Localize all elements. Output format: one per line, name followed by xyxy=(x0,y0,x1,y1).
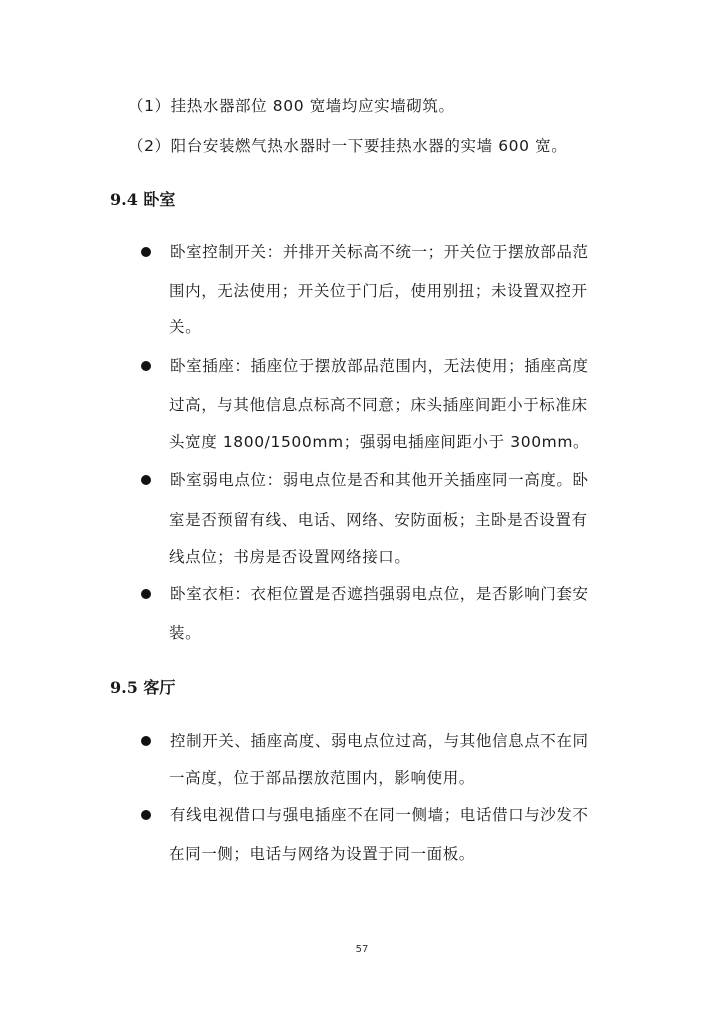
bedroom-socket-line-1: 卧室插座：插座位于摆放部品范围内，无法使用；插座高度 xyxy=(170,357,589,375)
bedroom-socket-line-2: 过高，与其他信息点标高不同意；床头插座间距小于标准床 xyxy=(169,396,588,414)
bedroom-wardrobe-line-2: 装。 xyxy=(169,624,202,642)
bullet-icon xyxy=(141,589,151,599)
living-switch-line-2: 一高度，位于部品摆放范围内，影响使用。 xyxy=(169,769,475,787)
bedroom-switch-line-3: 关。 xyxy=(169,318,202,336)
living-tv-line-2: 在同一侧；电话与网络为设置于同一面板。 xyxy=(169,845,475,863)
bedroom-weak-current-line-3: 线点位；书房是否设置网络接口。 xyxy=(169,548,411,566)
living-tv-line-1: 有线电视借口与强电插座不在同一侧墙；电话借口与沙发不 xyxy=(170,806,589,824)
bullet-icon xyxy=(141,361,151,371)
bedroom-socket-line-3: 头宽度 1800/1500mm；强弱电插座间距小于 300mm。 xyxy=(169,433,590,451)
bullet-icon xyxy=(141,247,151,257)
numbered-item-1: （1）挂热水器部位 800 宽墙均应实墙砌筑。 xyxy=(128,97,455,115)
bedroom-weak-current-line-2: 室是否预留有线、电话、网络、安防面板；主卧是否设置有 xyxy=(169,511,588,529)
bedroom-weak-current-line-1: 卧室弱电点位：弱电点位是否和其他开关插座同一高度。卧 xyxy=(170,471,589,489)
living-switch-line-1: 控制开关、插座高度、弱电点位过高，与其他信息点不在同 xyxy=(170,732,589,750)
numbered-item-2: （2）阳台安装燃气热水器时一下要挂热水器的实墙 600 宽。 xyxy=(128,137,568,155)
page-number: 57 xyxy=(355,944,369,955)
bedroom-switch-line-1: 卧室控制开关：并排开关标高不统一；开关位于摆放部品范 xyxy=(170,243,589,261)
bedroom-wardrobe-line-1: 卧室衣柜：衣柜位置是否遮挡强弱电点位，是否影响门套安 xyxy=(170,585,589,603)
bullet-icon xyxy=(141,810,151,820)
section-heading-living-room: 9.5 客厅 xyxy=(110,678,176,697)
bullet-icon xyxy=(141,475,151,485)
section-heading-bedroom: 9.4 卧室 xyxy=(110,190,176,209)
bullet-icon xyxy=(141,736,151,746)
bedroom-switch-line-2: 围内，无法使用；开关位于门后，使用别扭；未设置双控开 xyxy=(169,282,588,300)
